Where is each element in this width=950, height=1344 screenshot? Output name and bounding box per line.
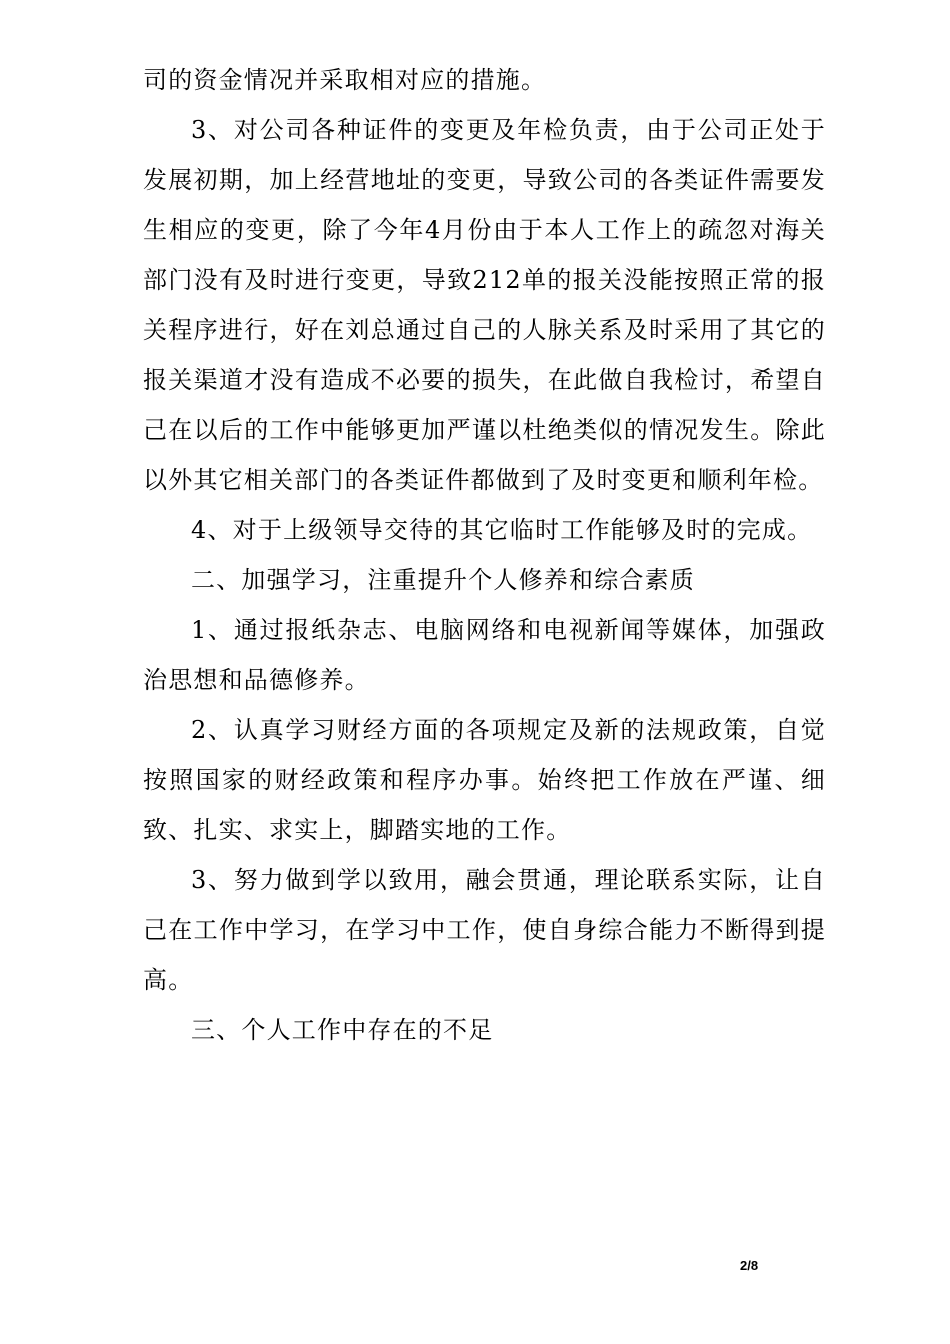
paragraph-6: 2、认真学习财经方面的各项规定及新的法规政策，自觉按照国家的财经政策和程序办事。始终把工作放在严谨、细致、扎实、求实上，脚踏实地的工作。 [143,716,826,844]
page-number: 2/8 [740,1258,759,1273]
document-body [143,55,826,1055]
paragraph-1: 司的资金情况并采取相对应的措施。 [143,66,547,94]
paragraph-3: 4、对于上级领导交待的其它临时工作能够及时的完成。 [191,516,813,544]
paragraph-5: 1、通过报纸杂志、电脑网络和电视新闻等媒体，加强政治思想和品德修养。 [143,616,826,694]
paragraph-2: 3、对公司各种证件的变更及年检负责，由于公司正处于发展初期，加上经营地址的变更，导致公司的各类证件需要发生相应的变更，除了今年4月份由于本人工作上的疏忽对海关部门没有及时进行变更，导致212单的报关没能按照正常的报关程序进行，好在刘总通过自己的人脉关系及时采用了其它的报关渠道才没有造成不必要的损失，在此做自我检讨，希望自己在以后的工作中能够更加严谨以杜绝类似的情况发生。除此以外其它相关部门的各类证件都做到了及时变更和顺利年检。 [143,116,826,494]
section-heading-3: 三、个人工作中存在的不足 [191,1016,494,1044]
section-heading-2: 二、加强学习，注重提升个人修养和综合素质 [191,566,695,594]
paragraph-7: 3、努力做到学以致用，融会贯通，理论联系实际，让自己在工作中学习，在学习中工作，使自身综合能力不断得到提高。 [143,866,826,994]
